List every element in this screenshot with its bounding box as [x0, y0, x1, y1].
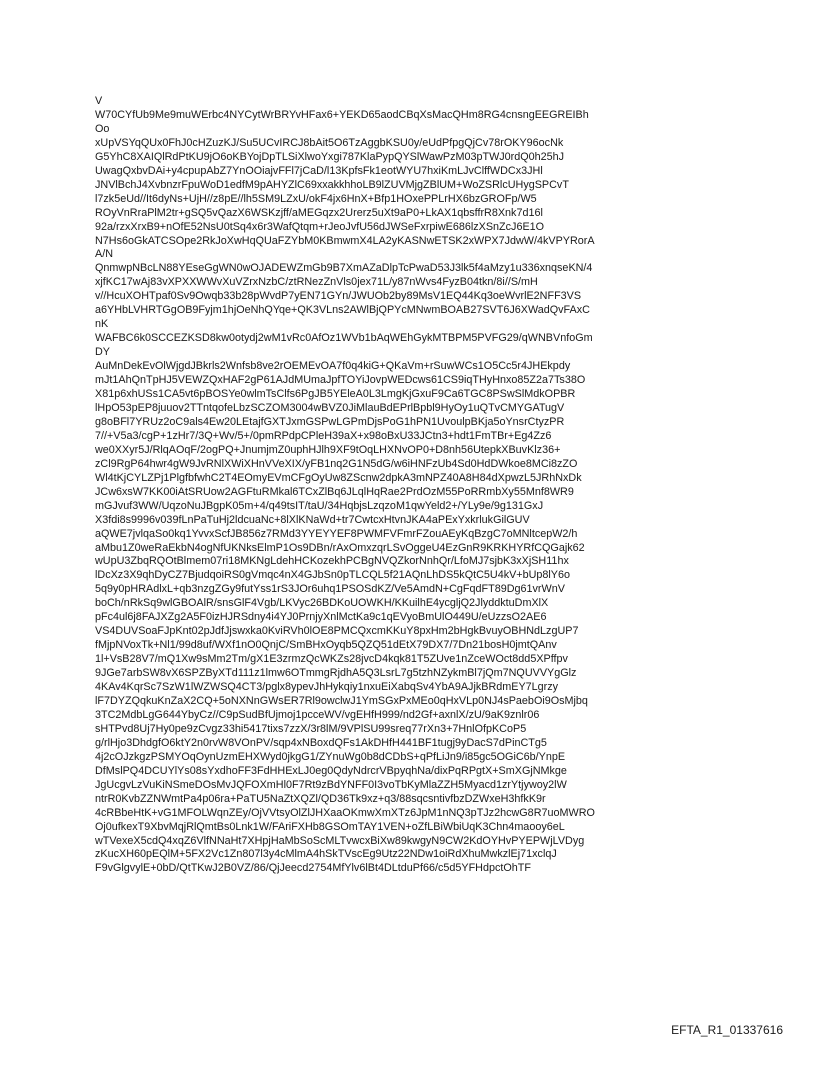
- text-line: QnmwpNBcLN88YEseGgWN0wOJADEWZmGb9B7XmAZaDlpTcPwaD53J3lk5f4aMzy1u336xnqseKN/4: [95, 262, 593, 275]
- text-line: DfMslPQ4DCUYlYs08sYxdhoFF3FdHHExLJ0eg0QdyNdrcrVBpyqhNa/dixPqRPgtX+SmXGjNMkge: [95, 764, 567, 777]
- text-line: Wl4tKjCYLZPj1PlgfbfwhC2T4EOmyEVmCFgOyUw8ZScnw2dpkA3mNPZ40A8H84dXpwzL5JRhNxDk: [95, 471, 582, 484]
- text-line: wTVexeX5cdQ4xqZ6VlfNNaHt7XHpjHaMbSoScMLTvwcxBiXw89kwgyN9CW2KdOYHvPYEPWjLVDyg: [95, 834, 585, 847]
- text-line: fMjpNVoxTk+Nl1/99d8uf/WXf1nO0QnjC/SmBHxOyqb5QZQ51dEtX79DX7/7Dn21bosH0jmtQAnv: [95, 639, 557, 652]
- text-line: AuMnDekEvOlWjgdJBkrls2Wnfsb8ve2rOEMEvOA7f0q4kiG+QKaVm+rSuwWCs1O5Cc5r4JHEkpdy: [95, 360, 571, 373]
- bates-number: EFTA_R1_01337616: [671, 1023, 783, 1037]
- text-line: mGJvuf3WW/UqzoNuJBgpK05m+4/q49tsIT/taU/34HqbjsLzqzoM1qwYeld2+/YLy9e/9g131GxJ: [95, 499, 544, 512]
- text-line: 9JGe7arbSW8vX6SPZByXTd111z1lmw6OTmmgRjdhA5Q3LsrL7g5tzhNZykmBl7jQm7NQUVVYgGlz: [95, 667, 577, 680]
- text-line: lDcXz3X9qhDyCZ7BjudqoiRS0gVmqc4nX4GJbSn0pTLCQL5f21AQnLhDS5kQtC5U4kV+bUp8lY6o: [95, 569, 571, 582]
- text-line: wUpU3ZbqRQOtBlmem07ri18MKNgLdehHCKozekhPCBgNVQZkorNnhQr/LfoMJ7sjbK3xXjSH11hx: [95, 555, 569, 568]
- text-line: Oj0ufkexT9XbvMqjRlQmtBs0Lnk1W/FAriFXHb8GSOmTAY1VEN+oZfLBiWbiUqK3Chn4maooy6eL: [95, 820, 565, 833]
- text-line: F9vGlgvylE+0bD/QtTKwJ2B0VZ/86/QjJeecd2754MfYlv6lBt4DLtduPf66/c5d5YFHdpctOhTF: [95, 862, 531, 875]
- text-line: A/N: [95, 248, 113, 261]
- text-line: zCl9RgP64hwr4gW9JvRNlXWiXHnVVeXIX/yFB1nq2G1N5dG/w6iHNFzUb4Sd0HdDWkoe8MCi8zZO: [95, 457, 578, 470]
- text-line: DY: [95, 346, 110, 359]
- text-line: N7Hs6oGkATCSOpe2RkJoXwHqQUaFZYbM0KBmwmX4LA2yKASNwETSK2xWPX7JdwW/4kVPYRorA: [95, 234, 595, 247]
- text-line: mJt1AhQnTpHJ5VEWZQxHAF2gP61AJdMUmaJpfTOYiJovpWEDcws61CS9iqTHyHnxo85Z2a7Ts38O: [95, 374, 586, 387]
- text-line: UwagQxbvDAi+y4cpupAbZ7YnOOiajvFFl7jCaD/l13KpfsFk1eotWYU7hxiKmLJvClffWDCx3JHl: [95, 164, 543, 177]
- text-line: aMbu1Z0weRaEkbN4ogNfUKNksElmP1Os9DBn/rAxOmxzqrLSvOggeU4EzGnR9KRKHYRfCQGajk62: [95, 541, 585, 554]
- text-line: lHpO53pEP8juuov2TTntqofeLbzSCZOM3004wBVZ0JiMlauBdEPrlBpbl9HyOy1uQTvCMYGATugV: [95, 401, 565, 414]
- text-line: JNVlBchJ4XvbnzrFpuWoD1edfM9pAHYZlC69xxakkhhoLB9lZUVMjgZBlUM+WoZSRlcUHygSPCvT: [95, 178, 569, 191]
- text-line: JCw6xsW7KK00iAtSRUow2AGFtuRMkal6TCxZlBq6JLqlHqRae2PrdOzM55PoRRmbXy55Mnf8WR9: [95, 485, 574, 498]
- text-line: V: [95, 95, 103, 107]
- text-line: G5YhC8XAIQlRdPtKU9jO6oKBYojDpTLSiXlwoYxgi787KlaPypQYSlWawPzM03pTWJ0rdQ0h25hJ: [95, 150, 565, 163]
- text-line: 4j2cOJzkgzPSMYOqOynUzmEHXWyd0jkgG1/ZYnuWg0b8dCDbS+qPfLiJn9/i85gc5OGiC6b/YnpE: [95, 750, 566, 763]
- text-line: ntrR0KvbZZNWmtPa4p06ra+PaTU5NaZtXQZl/QD36Tk9xz+q3/88sqcsntivfbzDZWxeH3hfkK9r: [95, 792, 546, 805]
- text-line: g/rlHjo3DhdgfO6ktY2n0rvW8VOnPV/sqp4xNBoxdQFs1AkDHfH441BF1tugj9yDacS7dPinCTg5: [95, 736, 547, 749]
- text-line: 7//+V5a3/cgP+1zHr7/3Q+Wv/5+/0pmRPdpCPleH39aX+x98oBxU33JCtn3+hdt1FmTBr+Eg4Zz6: [95, 429, 552, 442]
- text-line: g8oBFl7YRUz2oC9als4Ew20LEtajfGXTJxmGSPwLGPmDjsPoG1hPN1UvoulpBKja5oYnsrCtyzPR: [95, 415, 565, 428]
- text-line: 3TC2MdbLgG644YbyCz//C9pSudBfUjmoj1pcceWV/vgEHfH999/nd2Gf+axnlX/zU/9aK9znlr06: [95, 708, 540, 721]
- text-line: X81p6xhUSs1CA5vt6pBOSYe0wlmTsClfs6PgJB5YEleA0L3LmgKjGxuF9Ca6TGC8PSwSlMdkOPBR: [95, 388, 576, 401]
- text-line: Oo: [95, 122, 110, 135]
- text-line: xUpVSYqQUx0FhJ0cHZuzKJ/Su5UCvIRCJ8bAit5O6TzAggbKSU0y/eUdPfpgQjCv78rOKY96ocNk: [95, 136, 564, 149]
- text-line: v//HcuXOHTpaf0Sv9Owqb33b28pWvdP7yEN71GYn/JWUOb2by89MsV1EQ44Kq3oeWvrlE2NFF3VS: [95, 290, 582, 303]
- text-line: 92a/rzxXrxB9+nOfE52NsU0tSq4x6r3WafQtqm+rJeoJvfU56dJWSeFxrpiwE686lzXSnZcJ6E1O: [95, 220, 545, 233]
- text-line: ROyVnRraPlM2tr+gSQ5vQazX6WSKzjff/aMEGqzx2Urerz5uXt9aP0+LkAX1qbsffrR8Xnk7d16l: [95, 206, 543, 219]
- text-line: 1l+VsB28V7/mQ1Xw9sMm2Tm/gX1E3zrmzQcWKZs28jvcD4kqk81T5ZUve1nZceWOct8dd5XPffpv: [95, 653, 568, 666]
- text-line: 4KAv4KqrSc7SzW1lWZWSQ4CT3/pglx8ypevJhHykqiy1nxuEiXabqSv4YbA9AJjkBRdmEY7Lgrzy: [95, 681, 559, 694]
- text-line: X3fdi8s9996v039fLnPaTuHj2ldcuaNc+8lXlKNaWd+tr7CwtcxHtvnJKA4aPExYxkrlukGilGUV: [95, 513, 530, 526]
- encoded-text-block: [95, 95, 725, 876]
- text-line: nK: [95, 318, 109, 331]
- text-line: xjfKC17wAj83vXPXXWWvXuVZrxNzbC/ztRNezZnVls0jex71L/y87nWvs4FyzB04tkn/8i//S/mH: [95, 276, 538, 289]
- text-line: WAFBC6k0SCCEZKSD8kw0otydj2wM1vRc0AfOz1WVb1bAqWEhGykMTBPM5PVFG29/qWNBVnfoGm: [95, 332, 593, 345]
- text-line: aQWE7jvlqaSo0kq1YvvxScfJB856z7RMd3YYEYYEF8PWMFVFmrFZouAEyKqBzgC7oMNltcepW2/h: [95, 527, 578, 540]
- text-line: JgUcgvLzVuKiNSmeDOsMvJQFOXmHl0F7Rt9zBdYNFF0I3voTbKyMlaZZH5Myacd1zrYtjywoy2lW: [95, 778, 567, 791]
- text-line: a6YHbLVHRTGgOB9Fyjm1hjOeNhQYqe+QK3VLns2AWlBjQPYcMNwmBOAB27SVT6J6XWadQvFAxC: [95, 304, 590, 317]
- text-line: W70CYfUb9Me9muWErbc4NYCytWrBRYvHFax6+YEKD65aodCBqXsMacQHm8RG4cnsngEEGREIBh: [95, 108, 589, 121]
- text-line: pFc4ul6j8FAJXZg2A5F0izHJRSdny4i4YJ0PrnjyXnlMctKa9c1qEVyoBmUlO449U/eUzzsO2AE6: [95, 611, 547, 624]
- text-line: VS4DUVSoaFJpKnt02pJdfJjswxka0KviRVh0lOE8PMCQxcmKKuY8pxHm2bHgkBvuyOBHNdLzgUP7: [95, 625, 579, 638]
- text-line: zKucXH60pEQlM+5FX2Vc1Zn807l3y4cMlmA4hSkTVscEg9Utz22NDw1oiRdXhuMwkzlEj71xclqJ: [95, 848, 557, 861]
- text-line: lF7DYZQqkuKnZaX2CQ+5oNXNnGWsER7Rl9owclwJ1YmSGxPxMEo0qHxVLp0NJ4sPaebOi9OsMjbq: [95, 694, 588, 707]
- text-line: 4cRBbeHtK+vG1MFOLWqnZEy/OjVVtsyOlZlJHXaaOKmwXmXTz6JpM1nNQ3pTJz2hcwG8R7uoMWRO: [95, 806, 595, 819]
- text-line: l7zk5eUd//It6dyNs+UjH//z8pE//lh5SM9LZxU/okF4jx6HnX+Bfp1HOxePPLrHX6bzGROFp/W5: [95, 192, 537, 205]
- text-line: sHTPvd8Uj7Hy0pe9zCvgz33hi5417tixs7zzX/3r8lM/9VPlSU99sreq77rXn3+7HnlOfpKCoP5: [95, 722, 527, 735]
- text-line: we0XXyr5J/RlqAOqF/2ogPQ+JnumjmZ0uphHJlh9XF9tOqLHXNvOP0+D8nh56UtepkXBuvKlz36+: [95, 443, 561, 456]
- text-line: 5q9y0pHRAdlxL+qb3nzgZGy9futYss1rS3JOr6uhq1PSOSdKZ/Ve5AmdN+CgFqdFT89Dg61vrWnV: [95, 583, 565, 596]
- text-line: boCh/nRkSq9wlGBOAlR/snsGlF4Vgb/LKVyc26BDKoUOWKH/KKuilhE4ycgljQ2JlyddktuDmXlX: [95, 597, 549, 610]
